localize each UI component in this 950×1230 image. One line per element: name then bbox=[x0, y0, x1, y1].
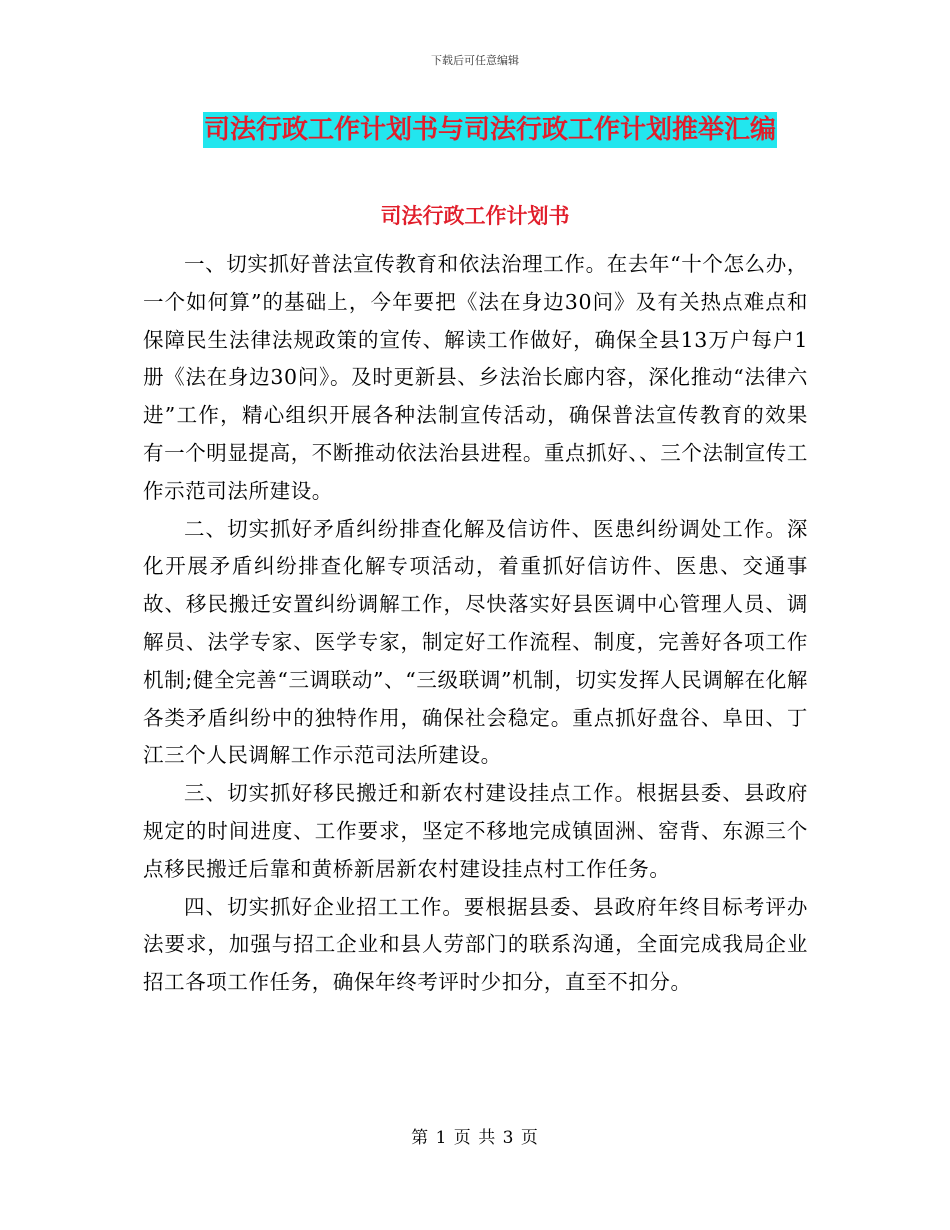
paragraph-4: 四、切实抓好企业招工工作。要根据县委、县政府年终目标考评办法要求，加强与招工企业和县人劳部门的联系沟通，全面完成我局企业招工各项工作任务，确保年终考评时少扣分，直至不扣分。 bbox=[143, 894, 808, 995]
paragraph-3: 三、切实抓好移民搬迁和新农村建设挂点工作。根据县委、县政府规定的时间进度、工作要求，坚定不移地完成镇固洲、窑背、东源三个点移民搬迁后靠和黄桥新居新农村建设挂点村工作任务。 bbox=[143, 781, 808, 881]
section-title: 司法行政工作计划书 bbox=[380, 204, 570, 228]
paragraph-1: 一、切实抓好普法宣传教育和依法治理工作。在去年“十个怎么办，一个如何算”的基础上，今年要把《法在身边30问》及有关热点难点和保障民生法律法规政策的宣传、解读工作做好，确保全县13万户每户1册《法在身边30问》。及时更新县、乡法治长廊内容，深化推动“法律六进”工作，精心组织开展各种法制宣传活动，确保普法宣传教育的效果有一个明显提高，不断推动依法治县进程。重点抓好、、三个法制宣传工作示范司法所建设。 bbox=[143, 252, 808, 503]
paragraph-2: 二、切实抓好矛盾纠纷排查化解及信访件、医患纠纷调处工作。深化开展矛盾纠纷排查化解专项活动，着重抓好信访件、医患、交通事故、移民搬迁安置纠纷调解工作，尽快落实好县医调中心管理人员、调解员、法学专家、医学专家，制定好工作流程、制度，完善好各项工作机制;健全完善“三调联动”、“三级联调”机制，切实发挥人民调解在化解各类矛盾纠纷中的独特作用，确保社会稳定。重点抓好盘谷、阜田、丁江三个人民调解工作示范司法所建设。 bbox=[143, 516, 808, 768]
document-body bbox=[143, 246, 808, 1002]
document-title: 司法行政工作计划书与司法行政工作计划推举汇编 bbox=[203, 112, 777, 148]
page-header-note: 下载后可任意编辑 bbox=[431, 54, 519, 67]
document-title-container bbox=[0, 112, 950, 148]
page-number-footer: 第 1 页 共 3 页 bbox=[411, 1128, 539, 1148]
